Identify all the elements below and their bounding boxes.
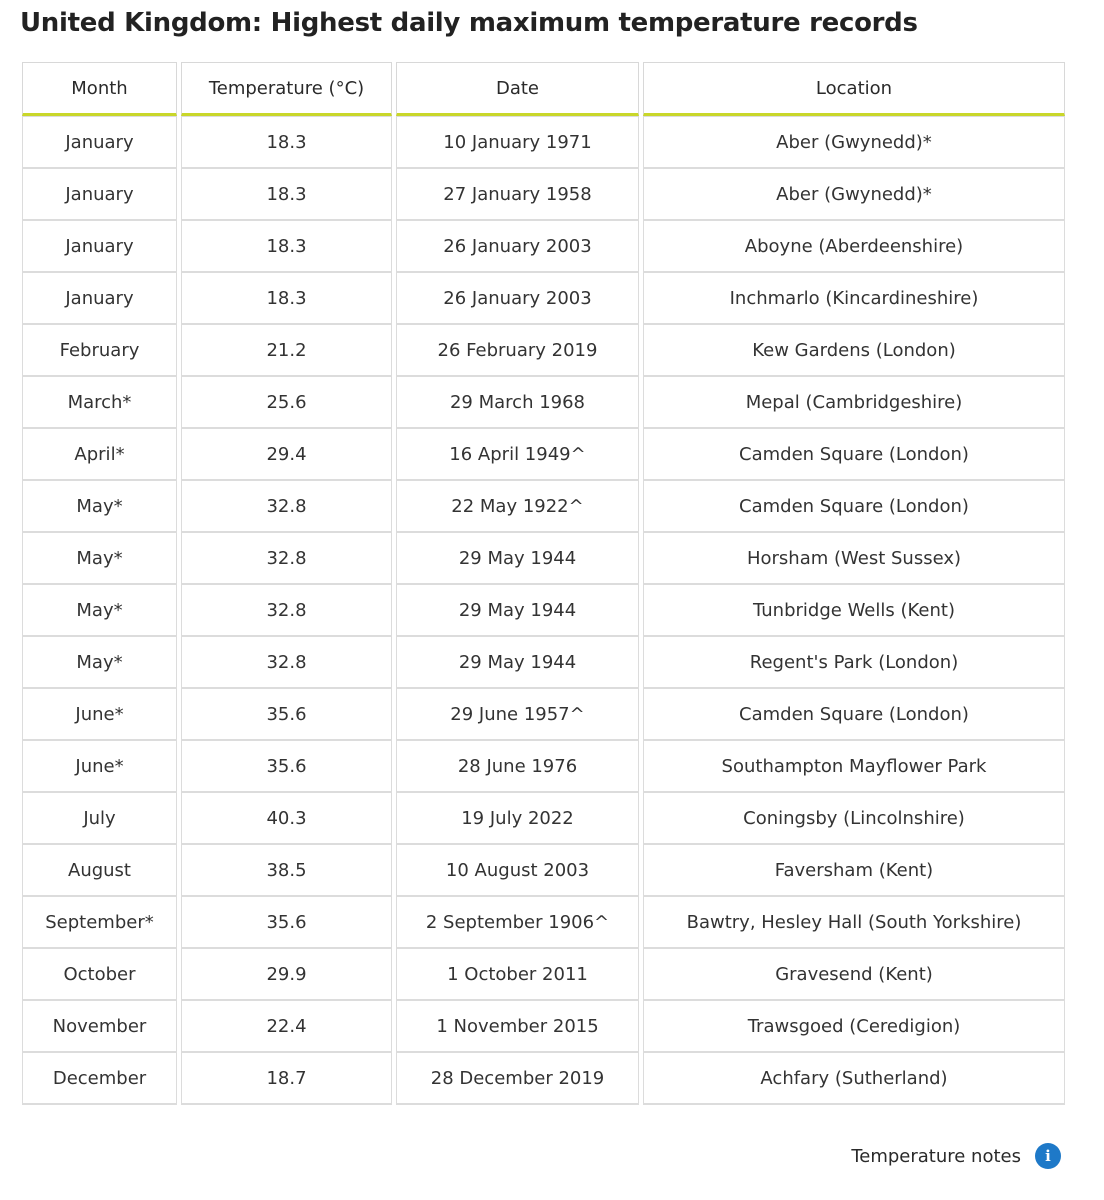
cell-location: Faversham (Kent): [643, 845, 1065, 897]
cell-location: Trawsgoed (Ceredigion): [643, 1001, 1065, 1053]
cell-date: 29 March 1968: [396, 377, 639, 429]
cell-location: Bawtry, Hesley Hall (South Yorkshire): [643, 897, 1065, 949]
table-row: [22, 377, 1065, 429]
column-header-month: Month: [22, 62, 177, 116]
info-icon[interactable]: i: [1035, 1143, 1061, 1169]
cell-month: January: [22, 273, 177, 325]
table-row: [22, 1001, 1065, 1053]
cell-location: Coningsby (Lincolnshire): [643, 793, 1065, 845]
cell-date: 26 January 2003: [396, 221, 639, 273]
cell-location: Aber (Gwynedd)*: [643, 116, 1065, 169]
cell-month: May*: [22, 637, 177, 689]
column-header-temperature: Temperature (°C): [181, 62, 392, 116]
cell-month: May*: [22, 481, 177, 533]
cell-date: 1 November 2015: [396, 1001, 639, 1053]
records-table: [18, 62, 1069, 1105]
table-row: [22, 429, 1065, 481]
table-row: [22, 897, 1065, 949]
cell-date: 29 May 1944: [396, 637, 639, 689]
cell-temperature: 32.8: [181, 637, 392, 689]
cell-location: Aber (Gwynedd)*: [643, 169, 1065, 221]
cell-temperature: 38.5: [181, 845, 392, 897]
cell-month: January: [22, 221, 177, 273]
cell-month: May*: [22, 533, 177, 585]
cell-temperature: 32.8: [181, 585, 392, 637]
cell-date: 16 April 1949^: [396, 429, 639, 481]
cell-temperature: 21.2: [181, 325, 392, 377]
cell-date: 19 July 2022: [396, 793, 639, 845]
cell-month: June*: [22, 741, 177, 793]
cell-temperature: 18.3: [181, 116, 392, 169]
cell-month: June*: [22, 689, 177, 741]
cell-month: April*: [22, 429, 177, 481]
cell-month: January: [22, 169, 177, 221]
cell-month: March*: [22, 377, 177, 429]
cell-temperature: 18.3: [181, 273, 392, 325]
column-header-date: Date: [396, 62, 639, 116]
cell-date: 10 August 2003: [396, 845, 639, 897]
cell-location: Aboyne (Aberdeenshire): [643, 221, 1065, 273]
cell-temperature: 25.6: [181, 377, 392, 429]
cell-location: Camden Square (London): [643, 689, 1065, 741]
records-table-container: [22, 62, 1069, 1105]
cell-location: Tunbridge Wells (Kent): [643, 585, 1065, 637]
cell-temperature: 40.3: [181, 793, 392, 845]
cell-month: November: [22, 1001, 177, 1053]
cell-temperature: 18.7: [181, 1053, 392, 1105]
table-row: [22, 325, 1065, 377]
cell-date: 29 May 1944: [396, 585, 639, 637]
cell-location: Regent's Park (London): [643, 637, 1065, 689]
cell-date: 10 January 1971: [396, 116, 639, 169]
cell-location: Mepal (Cambridgeshire): [643, 377, 1065, 429]
table-row: [22, 221, 1065, 273]
column-header-location: Location: [643, 62, 1065, 116]
cell-location: Horsham (West Sussex): [643, 533, 1065, 585]
cell-month: October: [22, 949, 177, 1001]
cell-location: Gravesend (Kent): [643, 949, 1065, 1001]
cell-date: 1 October 2011: [396, 949, 639, 1001]
cell-date: 26 February 2019: [396, 325, 639, 377]
table-row: [22, 949, 1065, 1001]
cell-temperature: 35.6: [181, 741, 392, 793]
table-row: [22, 116, 1065, 169]
table-header: [22, 62, 1065, 116]
cell-month: July: [22, 793, 177, 845]
cell-location: Achfary (Sutherland): [643, 1053, 1065, 1105]
table-row: [22, 637, 1065, 689]
cell-temperature: 32.8: [181, 481, 392, 533]
cell-temperature: 35.6: [181, 897, 392, 949]
table-row: [22, 845, 1065, 897]
page-title: United Kingdom: Highest daily maximum temperature records: [20, 8, 918, 38]
cell-date: 29 May 1944: [396, 533, 639, 585]
cell-date: 22 May 1922^: [396, 481, 639, 533]
cell-date: 29 June 1957^: [396, 689, 639, 741]
cell-temperature: 22.4: [181, 1001, 392, 1053]
header-row: [22, 62, 1065, 116]
cell-month: February: [22, 325, 177, 377]
cell-location: Camden Square (London): [643, 481, 1065, 533]
cell-month: September*: [22, 897, 177, 949]
table-row: [22, 273, 1065, 325]
cell-temperature: 18.3: [181, 221, 392, 273]
table-row: [22, 689, 1065, 741]
cell-month: August: [22, 845, 177, 897]
table-body: [22, 116, 1065, 1105]
cell-temperature: 32.8: [181, 533, 392, 585]
temperature-notes-label: Temperature notes: [851, 1145, 1021, 1167]
table-row: [22, 741, 1065, 793]
cell-date: 2 September 1906^: [396, 897, 639, 949]
cell-location: Inchmarlo (Kincardineshire): [643, 273, 1065, 325]
cell-location: Camden Square (London): [643, 429, 1065, 481]
cell-month: December: [22, 1053, 177, 1105]
cell-date: 28 June 1976: [396, 741, 639, 793]
cell-month: January: [22, 116, 177, 169]
cell-date: 28 December 2019: [396, 1053, 639, 1105]
table-row: [22, 533, 1065, 585]
table-row: [22, 793, 1065, 845]
temperature-notes-link[interactable]: [851, 1143, 1061, 1169]
table-row: [22, 481, 1065, 533]
cell-date: 26 January 2003: [396, 273, 639, 325]
table-row: [22, 585, 1065, 637]
cell-temperature: 29.4: [181, 429, 392, 481]
table-row: [22, 169, 1065, 221]
cell-location: Kew Gardens (London): [643, 325, 1065, 377]
cell-temperature: 35.6: [181, 689, 392, 741]
cell-location: Southampton Mayflower Park: [643, 741, 1065, 793]
cell-month: May*: [22, 585, 177, 637]
cell-date: 27 January 1958: [396, 169, 639, 221]
cell-temperature: 29.9: [181, 949, 392, 1001]
table-row: [22, 1053, 1065, 1105]
cell-temperature: 18.3: [181, 169, 392, 221]
